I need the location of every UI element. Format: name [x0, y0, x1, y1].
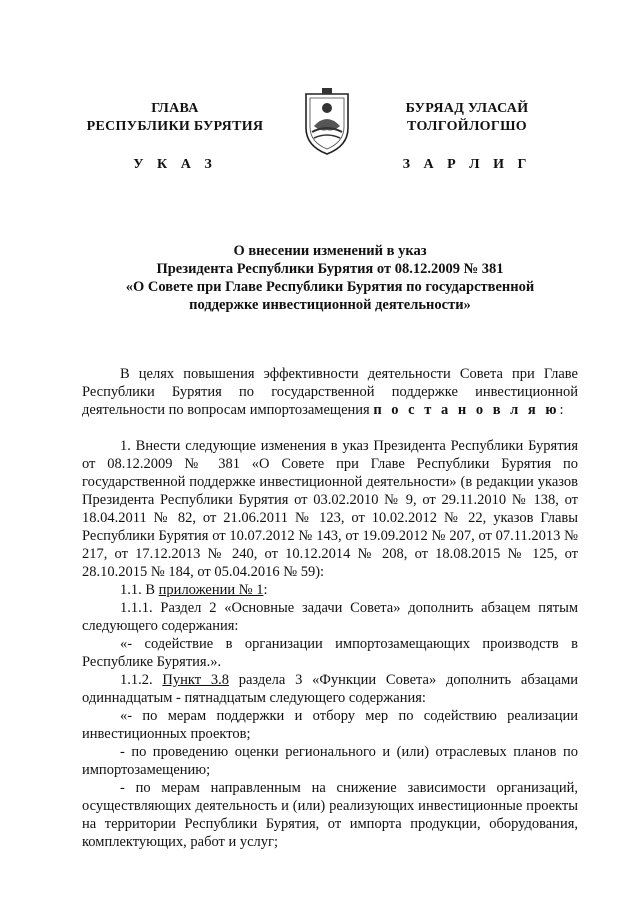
document-title — [60, 242, 600, 314]
p11-suffix: : — [263, 582, 268, 598]
header-left-line2: РЕСПУБЛИКИ БУРЯТИЯ — [86, 119, 264, 134]
title-line2: Президента Республики Бурятия от 08.12.2009 № 381 — [156, 261, 504, 277]
document-body — [82, 365, 578, 851]
p112-prefix: 1.1.2. — [120, 672, 163, 688]
appendix-link[interactable]: приложении № 1 — [158, 582, 264, 598]
paragraph-1: 1. Внести следующие изменения в указ Президента Республики Бурятия от 08.12.2009 № 381 «О Совете при Главе Республики Бурятия по государственной поддержке инвестиционной деятельности» (в редакции указов Президента Республики Бурятия от 03.02.2010 № 9, от 29.11.2010 № 138, от 18.04.2011 № 82, от 21.06.2011 № 123, от 10.02.2012 № 22, указов Главы Республики Бурятия от 10.07.2012 № 143, от 19.09.2012 № 207, от 07.11.2013 № 217, от 17.12.2013 № 240, от 10.12.2014 № 208, от 18.08.2015 № 125, от 28.10.2015 № 184, от 05.04.2016 № 59): — [82, 438, 578, 580]
preamble-text: В целях повышения эффективности деятельности Совета при Главе Республики Бурятия по государственной поддержке инвестиционной деятельности по вопросам импортозамещения — [82, 366, 578, 418]
paragraph-1-1-2 — [82, 671, 578, 707]
preamble-paragraph — [82, 365, 578, 419]
header-right-bua — [382, 100, 552, 174]
header-left-ru — [70, 100, 280, 174]
header-left-line1: ГЛАВА — [151, 101, 199, 116]
decree-kind-bua: З А Р Л И Г — [402, 157, 532, 172]
title-line4: поддержке инвестиционной деятельности» — [189, 297, 471, 313]
decree-colon: : — [559, 402, 564, 418]
paragraph-1-1-1: 1.1.1. Раздел 2 «Основные задачи Совета» дополнить абзацем пятым следующего содержания: — [82, 600, 578, 634]
title-line3: «О Совете при Главе Республики Бурятия по государственной — [125, 279, 535, 295]
decree-word: п о с т а н о в л я ю — [373, 402, 560, 418]
bullet-2: - по проведению оценки регионального и (или) отраслевых планов по импортозамещению; — [82, 744, 578, 778]
header-right-line2: ТОЛГОЙЛОГШО — [407, 119, 527, 134]
title-line1: О внесении изменений в указ — [233, 243, 427, 259]
bullet-1: «- по мерам поддержки и отбору мер по содействию реализации инвестиционных проектов; — [82, 708, 578, 742]
p11-prefix: 1.1. В — [120, 582, 159, 598]
clause-link[interactable]: Пункт 3.8 — [162, 672, 229, 688]
paragraph-1-1 — [82, 581, 578, 599]
p112-suffix: раздела 3 «Функции Совета» дополнить абзацами одиннадцатым - пятнадцатым следующего содержания: — [82, 672, 579, 706]
header-right-line1: БУРЯАД УЛАСАЙ — [405, 101, 529, 116]
paragraph-1-1-1-quote: «- содействие в организации импортозамещающих производств в Республике Бурятия.». — [82, 636, 578, 670]
coat-of-arms-icon — [300, 86, 354, 156]
bullet-3: - по мерам направленным на снижение зависимости организаций, осуществляющих деятельность и (или) реализующих инвестиционные проекты на территории Республики Бурятия, от импорта продукции, оборудования, комплектующих, работ и услуг; — [82, 780, 578, 850]
decree-kind-ru: У К А З — [133, 157, 217, 172]
